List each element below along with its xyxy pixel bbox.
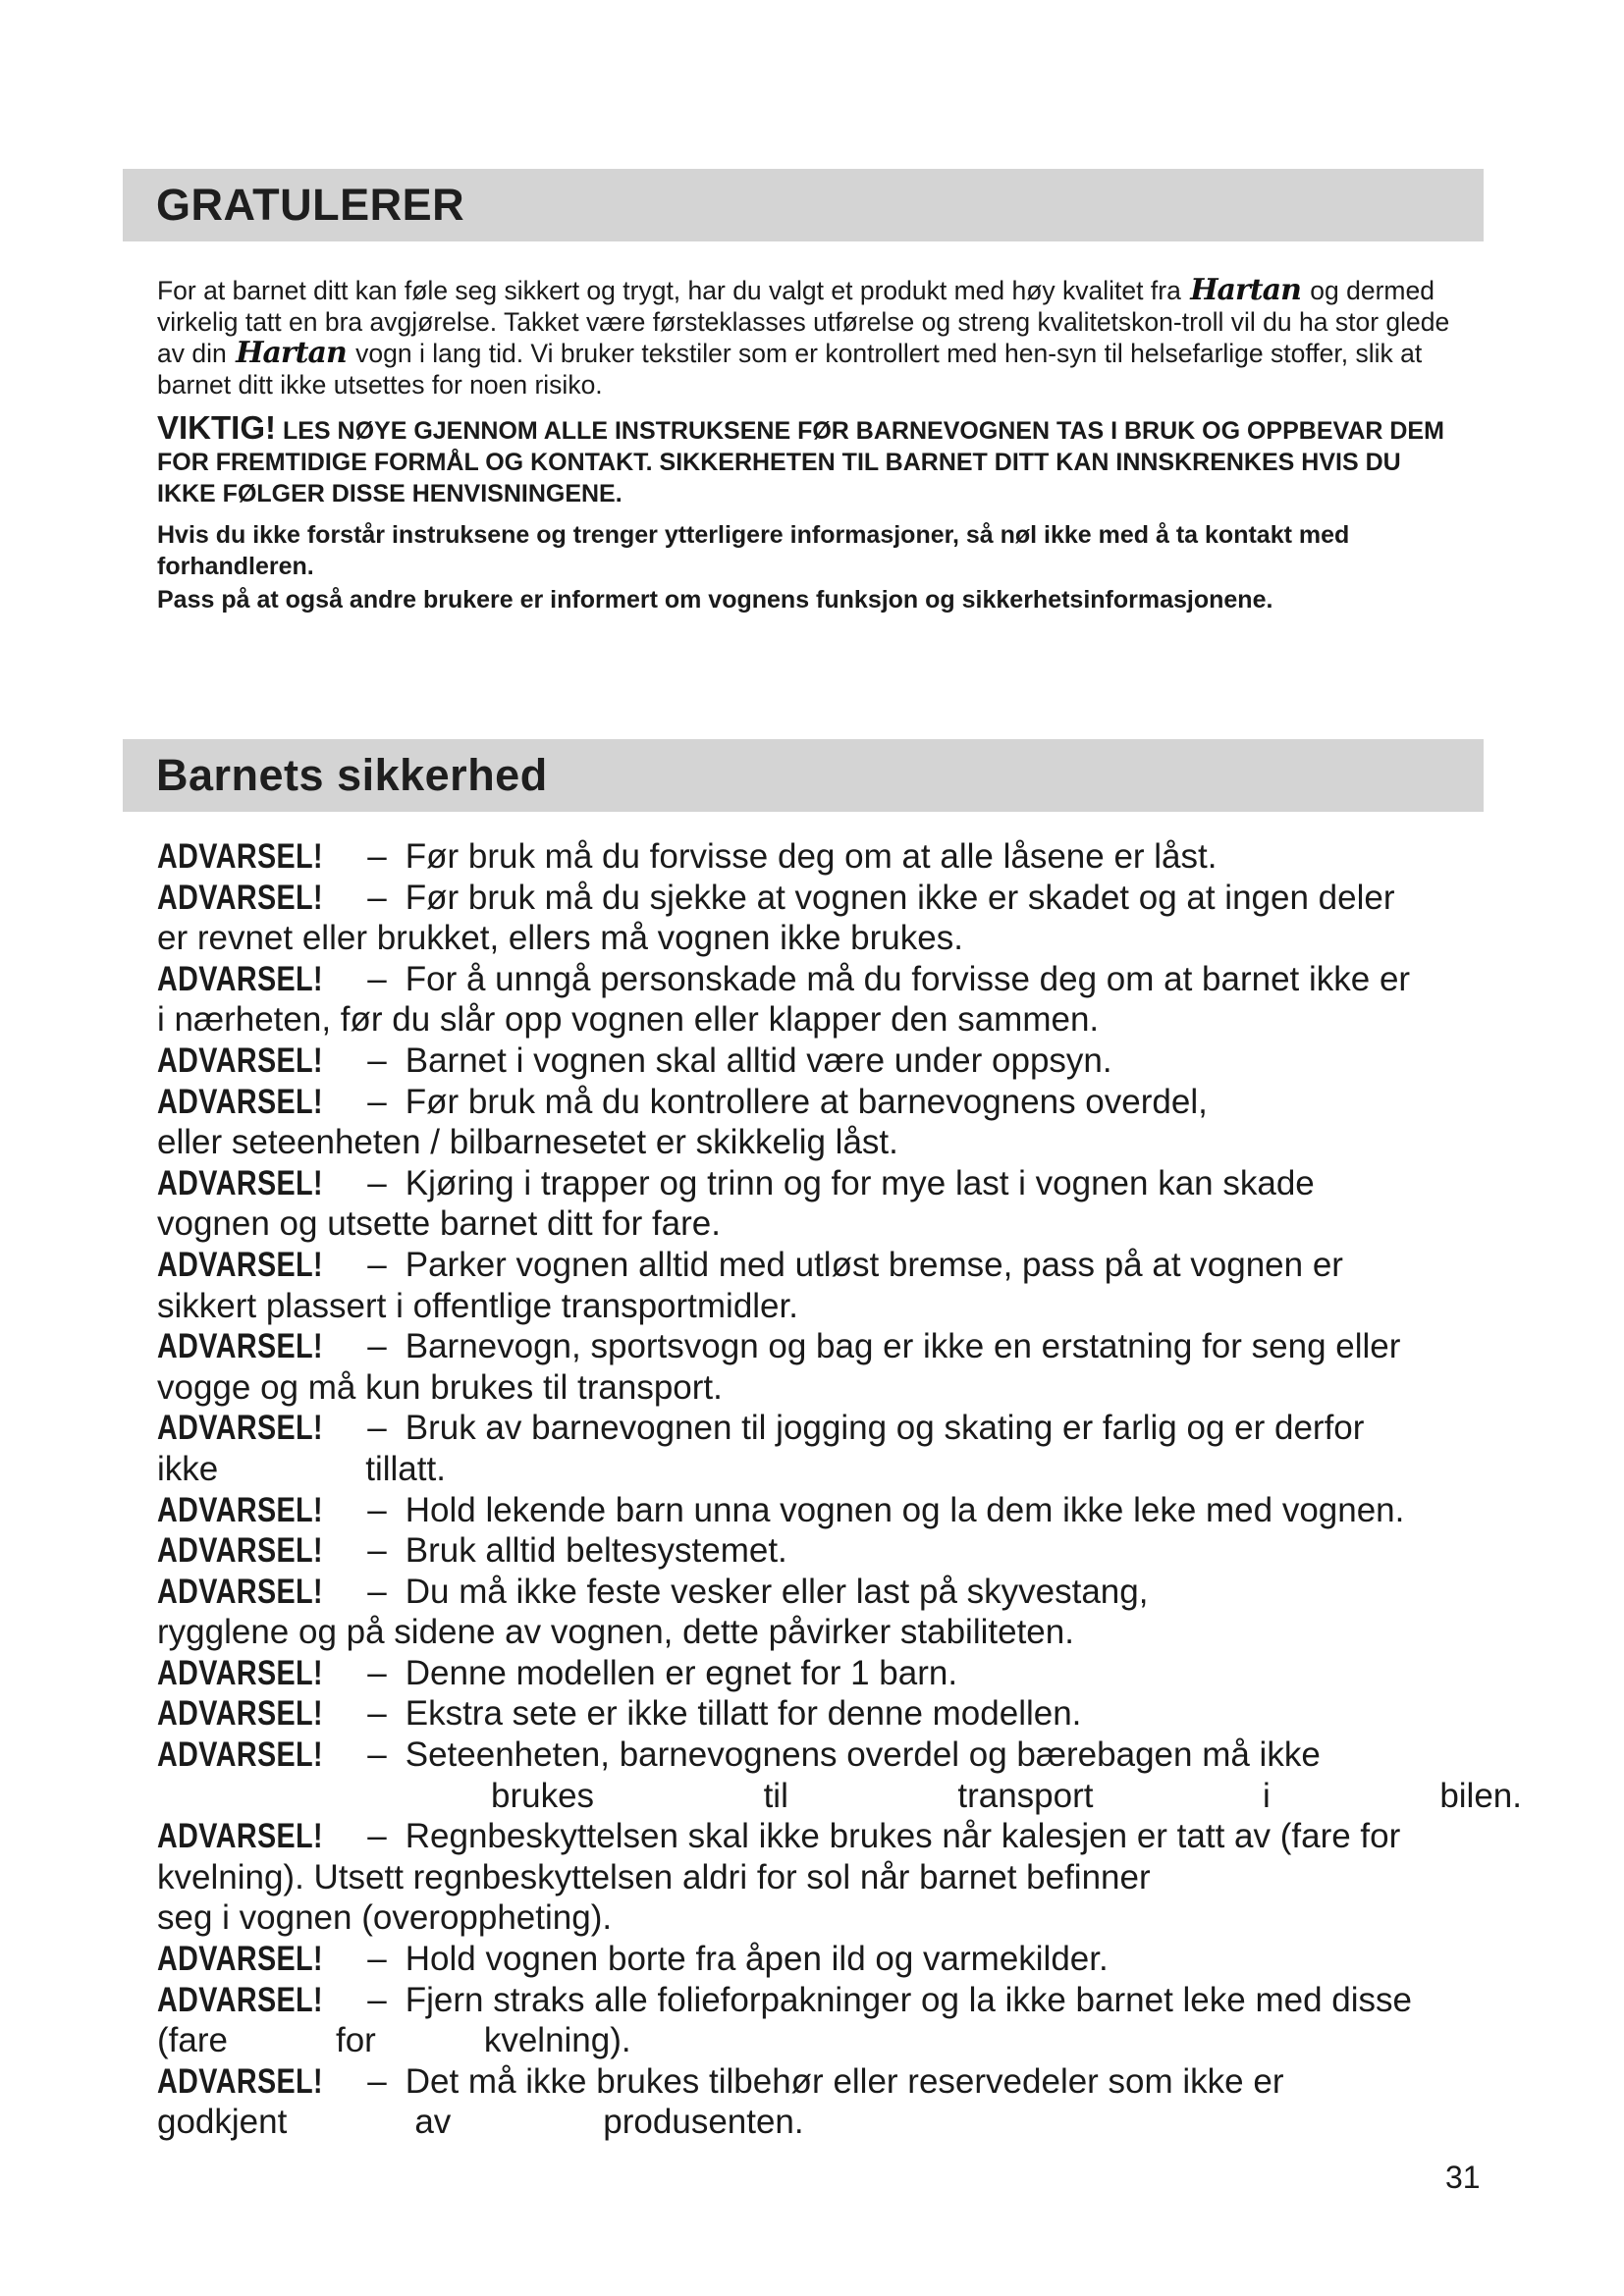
viktig-paragraph: [157, 409, 1461, 509]
dash: –: [367, 1940, 387, 1979]
warning-item: [157, 1572, 1532, 1613]
viktig-text: LES NØYE GJENNOM ALLE INSTRUKSENE FØR BARNEVOGNEN TAS I BRUK OG OPPBEVAR DEM FOR FREMTIDIGE FORMÅL OG KONTAKT. SIKKERHETEN TIL BARNET DITT KAN INNSKRENKES HVIS DU IKKE FØLGER DISSE HENVISNINGENE.: [157, 417, 1444, 507]
warning-text: Før bruk må du sjekke at vognen ikke er skadet og at ingen deler: [405, 878, 1395, 917]
warning-item: [157, 1490, 1532, 1531]
warning-continuation: seg i vognen (overoppheting).: [157, 1898, 613, 1938]
intro-line-2: og dermed virkelig tatt en bra avgjørelse. Takket være førsteklasses utførelse og streng kvalitetskon-troll vil du ha stor glede av din: [157, 276, 1450, 368]
word: brukes: [491, 1776, 595, 1815]
warning-label: ADVARSEL!: [157, 1694, 323, 1734]
word: til: [763, 1776, 788, 1815]
dash: –: [367, 1653, 387, 1692]
dash: –: [367, 878, 387, 917]
word: produsenten.: [603, 2103, 804, 2142]
warning-text: Før bruk må du forvisse deg om at alle låsene er låst.: [405, 837, 1218, 876]
warning-item: [157, 1408, 1532, 1449]
hartan-logo: Hartan: [236, 336, 347, 370]
dash: –: [367, 2061, 387, 2101]
warning-item: [157, 1041, 1532, 1082]
warning-item: [157, 1653, 1532, 1694]
warning-text: Bruk alltid beltesystemet.: [405, 1531, 787, 1571]
warning-label: ADVARSEL!: [157, 1817, 323, 1856]
warning-item: [157, 1693, 1532, 1735]
warning-continuation: [157, 1449, 1532, 1490]
intro-paragraph: [157, 275, 1461, 400]
warning-label: ADVARSEL!: [157, 1041, 323, 1080]
warning-text: Barnevogn, sportsvogn og bag er ikke en erstatning for seng eller: [405, 1327, 1401, 1366]
word: for: [335, 2021, 376, 2060]
word: (fare: [157, 2021, 228, 2060]
warning-continuation: rygglene og på sidene av vognen, dette påvirker stabiliteten.: [157, 1613, 1074, 1652]
warning-label: ADVARSEL!: [157, 959, 323, 998]
warning-item: [157, 878, 1532, 919]
warning-text: For å unngå personskade må du forvisse deg om at barnet ikke er: [405, 959, 1411, 998]
warning-item: [157, 1980, 1532, 2021]
dash: –: [367, 1980, 387, 2019]
warning-text: Denne modellen er egnet for 1 barn.: [405, 1653, 958, 1692]
warning-label: ADVARSEL!: [157, 1327, 323, 1366]
warning-item: [157, 1245, 1532, 1286]
warning-item: [157, 1735, 1532, 1776]
viktig-word: VIKTIG!: [157, 409, 276, 446]
word: ikke: [157, 1449, 219, 1488]
warning-list: [157, 836, 1532, 2143]
warning-label: ADVARSEL!: [157, 1572, 323, 1611]
warning-label: ADVARSEL!: [157, 1163, 323, 1202]
dash: –: [367, 1409, 387, 1448]
warning-item: [157, 836, 1532, 878]
warning-label: ADVARSEL!: [157, 1082, 323, 1121]
warning-text: Kjøring i trapper og trinn og for mye last i vognen kan skade: [405, 1163, 1315, 1202]
warning-continuation: vogge og må kun brukes til transport.: [157, 1367, 723, 1407]
warning-text: Parker vognen alltid med utløst bremse, pass på at vognen er: [405, 1245, 1343, 1284]
dash: –: [367, 959, 387, 998]
warning-text: Barnet i vognen skal alltid være under oppsyn.: [405, 1041, 1112, 1080]
warning-text: Seteenheten, barnevognens overdel og bærebagen må ikke: [405, 1735, 1321, 1775]
warning-item: [157, 1530, 1532, 1572]
dash: –: [367, 837, 387, 876]
warning-continuation: [157, 2102, 1532, 2143]
section-banner-gratulerer: [123, 169, 1484, 241]
word: tillatt.: [365, 1449, 446, 1488]
warning-item: [157, 959, 1532, 1000]
dash: –: [367, 1531, 387, 1571]
contact-note: Hvis du ikke forstår instruksene og trenger ytterligere informasjoner, så nøl ikke med å ta kontakt med forhandleren.: [157, 521, 1350, 580]
warning-text: Bruk av barnevognen til jogging og skating er farlig og er derfor: [405, 1409, 1365, 1448]
warning-text: Hold vognen borte fra åpen ild og varmekilder.: [405, 1940, 1109, 1979]
warning-continuation: sikkert plassert i offentlige transportmidler.: [157, 1286, 798, 1325]
dash: –: [367, 1735, 387, 1775]
inform-note: Pass på at også andre brukere er informert om vognens funksjon og sikkerhetsinformasjonene.: [157, 586, 1273, 614]
dash: –: [367, 1817, 387, 1856]
warning-label: ADVARSEL!: [157, 1409, 323, 1448]
dash: –: [367, 1163, 387, 1202]
word: kvelning).: [483, 2021, 631, 2060]
intro-line-3: vogn i lang tid. Vi bruker tekstiler som er kontrollert med hen-syn til helsefarlige stoffer, slik at barnet ditt ikke utsettes for noen risiko.: [157, 339, 1423, 400]
warning-text: Fjern straks alle folieforpakninger og la ikke barnet leke med disse: [405, 1980, 1412, 2019]
warning-label: ADVARSEL!: [157, 1653, 323, 1692]
warning-text: Regnbeskyttelsen skal ikke brukes når kalesjen er tatt av (fare for: [405, 1817, 1401, 1856]
warning-label: ADVARSEL!: [157, 1940, 323, 1979]
warning-text: Hold lekende barn unna vognen og la dem ikke leke med vognen.: [405, 1490, 1405, 1529]
section-banner-sikkerhed: [123, 739, 1484, 812]
hartan-logo: Hartan: [1190, 273, 1301, 307]
warning-text: Ekstra sete er ikke tillatt for denne modellen.: [405, 1694, 1082, 1734]
intro-text: [157, 275, 1461, 615]
warning-item: [157, 1816, 1532, 1857]
warning-text: Før bruk må du kontrollere at barnevognens overdel,: [405, 1082, 1208, 1121]
warning-continuation: [157, 2020, 1532, 2061]
warning-text: Du må ikke feste vesker eller last på skyvestang,: [405, 1572, 1149, 1611]
warning-continuation: er revnet eller brukket, ellers må vognen ikke brukes.: [157, 919, 963, 958]
warning-continuation: kvelning). Utsett regnbeskyttelsen aldri for sol når barnet befinner: [157, 1857, 1151, 1896]
word: godkjent: [157, 2103, 288, 2142]
warning-item: [157, 1326, 1532, 1367]
warning-continuation: eller seteenheten / bilbarnesetet er skikkelig låst.: [157, 1123, 898, 1162]
dash: –: [367, 1245, 387, 1284]
warning-item: [157, 1939, 1532, 1980]
warning-label: ADVARSEL!: [157, 1531, 323, 1571]
section-title: Barnets sikkerhed: [156, 750, 548, 800]
page-number: 31: [1445, 2160, 1481, 2195]
section-title: GRATULERER: [156, 180, 465, 230]
warning-continuation: vognen og utsette barnet ditt for fare.: [157, 1204, 721, 1244]
warning-label: ADVARSEL!: [157, 2061, 323, 2101]
dash: –: [367, 1572, 387, 1611]
warning-label: ADVARSEL!: [157, 878, 323, 917]
warning-continuation: [157, 1776, 1522, 1817]
word: i: [1263, 1776, 1271, 1815]
word: transport: [957, 1776, 1094, 1815]
dash: –: [367, 1490, 387, 1529]
warning-label: ADVARSEL!: [157, 1245, 323, 1284]
warning-label: ADVARSEL!: [157, 837, 323, 876]
dash: –: [367, 1694, 387, 1734]
dash: –: [367, 1082, 387, 1121]
warning-label: ADVARSEL!: [157, 1490, 323, 1529]
warning-item: [157, 1163, 1532, 1204]
dash: –: [367, 1327, 387, 1366]
warning-text: Det må ikke brukes tilbehør eller reservedeler som ikke er: [405, 2061, 1284, 2101]
warning-label: ADVARSEL!: [157, 1980, 323, 2019]
word: av: [414, 2103, 452, 2142]
dash: –: [367, 1041, 387, 1080]
warning-label: ADVARSEL!: [157, 1735, 323, 1775]
word: bilen.: [1439, 1776, 1522, 1815]
warning-continuation: i nærheten, før du slår opp vognen eller klapper den sammen.: [157, 1000, 1100, 1040]
warning-item: [157, 1082, 1532, 1123]
intro-line-1: For at barnet ditt kan føle seg sikkert og trygt, har du valgt et produkt med høy kvalitet fra: [157, 276, 1181, 305]
warning-item: [157, 2061, 1532, 2103]
